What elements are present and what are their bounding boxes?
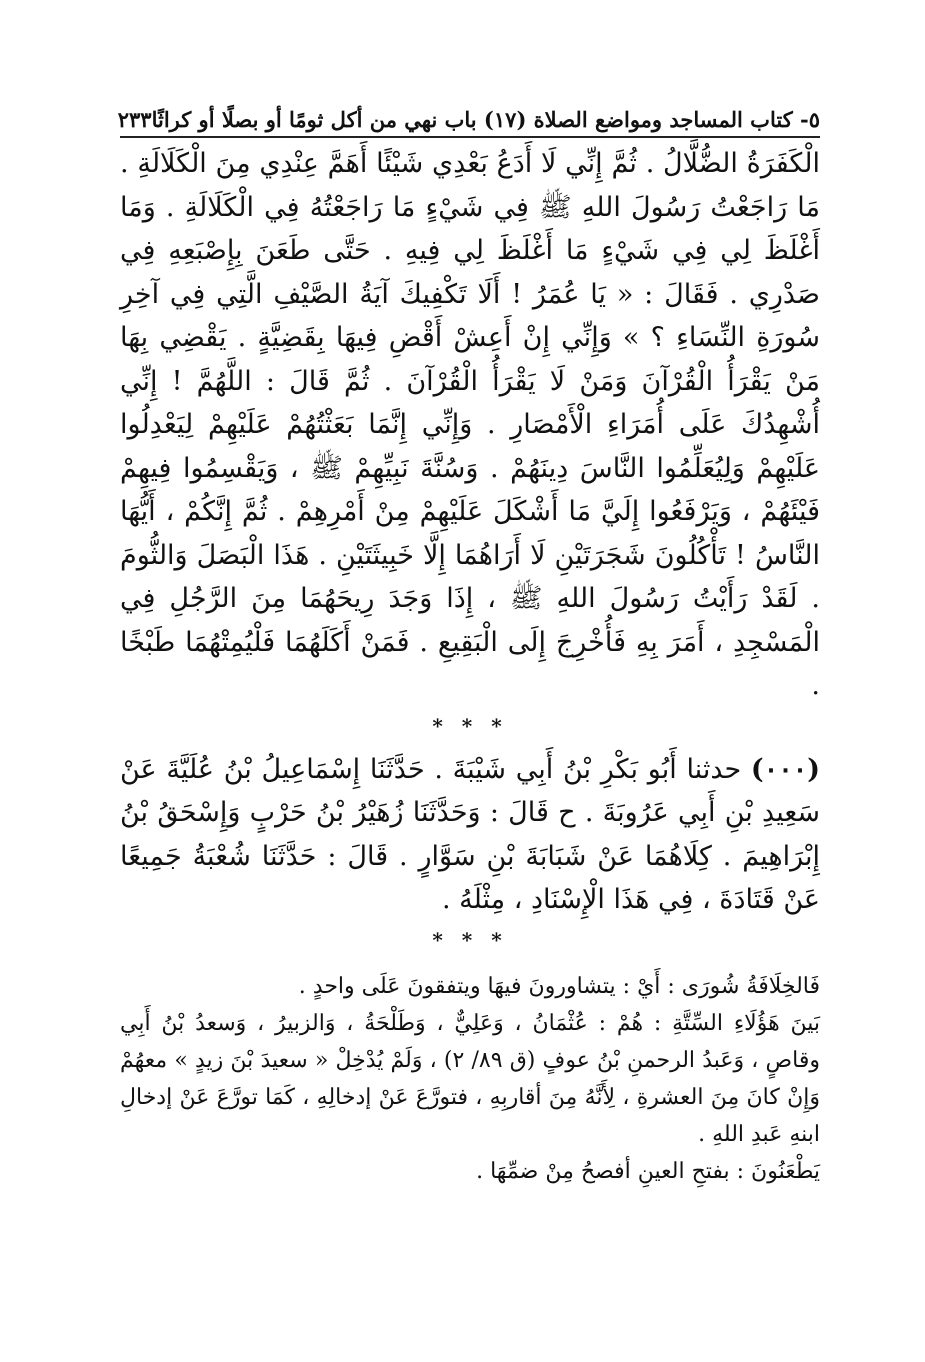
footnote: فَالخِلَافَةُ شُورَى : أَيْ : يتشاورونَ فيهَا ويتفقونَ عَلَى واحدٍ . <box>298 973 820 999</box>
main-paragraph: الْكَفَرَةُ الضُّلَّالُ . ثُمَّ إِنِّي لَا أَدَعُ بَعْدِي شَيْئًا أَهَمَّ عِنْدِي مِنَ الْكَلَالَةِ . مَا رَاجَعْتُ رَسُولَ اللهِ ﷺ فِي شَيْءٍ مَا رَاجَعْتُهُ فِي الْكَلَالَةِ . وَمَا أَغْلَظَ لِي فِي شَيْءٍ مَا أَغْلَظَ لِي فِيهِ . حَتَّى طَعَنَ بِإِصْبَعِهِ فِي صَدْرِي . فَقَالَ : « يَا عُمَرُ ! أَلَا تَكْفِيكَ آيَةُ الصَّيْفِ الَّتِي فِي آخِرِ سُورَةِ النِّسَاءِ ؟ » وَإِنِّي إِنْ أَعِشْ أَقْضِ فِيهَا بِقَضِيَّةٍ . يَقْضِي بِهَا مَنْ يَقْرَأُ الْقُرْآنَ وَمَنْ لَا يَقْرَأُ الْقُرْآنَ . ثُمَّ قَالَ : اللَّهُمَّ ! إِنِّي أُشْهِدُكَ عَلَى أُمَرَاءِ الْأَمْصَارِ . وَإِنِّي إِنَّمَا بَعَثْتُهُمْ عَلَيْهِمْ لِيَعْدِلُوا عَلَيْهِمْ وَلِيُعَلِّمُوا النَّاسَ دِينَهُمْ . وَسُنَّةَ نَبِيِّهِمْ ﷺ ، وَيَقْسِمُوا فِيهِمْ فَيْئَهُمْ ، وَيَرْفَعُوا إِلَيَّ مَا أَشْكَلَ عَلَيْهِمْ مِنْ أَمْرِهِمْ . ثُمَّ إِنَّكُمْ ، أَيُّهَا النَّاسُ ! تَأْكُلُونَ شَجَرَتَيْنِ لَا أَرَاهُمَا إِلَّا خَبِيثَتَيْنِ . هَذَا الْبَصَلَ وَالثُّومَ . لَقَدْ رَأَيْتُ رَسُولَ اللهِ ﷺ ، إِذَا وَجَدَ رِيحَهُمَا مِنَ الرَّجُلِ فِي الْمَسْجِدِ ، أَمَرَ بِهِ فَأُخْرِجَ إِلَى الْبَقِيعِ . فَمَنْ أَكَلَهُمَا فَلْيُمِتْهُمَا طَبْخًا . <box>120 148 820 701</box>
section-separator-2: * * * <box>432 927 508 952</box>
section-separator: * * * <box>432 713 508 738</box>
running-header <box>117 88 820 138</box>
footnote: يَطْعَنُونَ : بفتحِ العينِ أفصحُ مِنْ ضمِّهَا . <box>476 1158 820 1184</box>
footnotes <box>120 968 820 1190</box>
book-page <box>117 88 820 1238</box>
page-number: ٢٣٣ <box>117 107 152 132</box>
hadith-block <box>120 748 820 922</box>
hadith-paragraph <box>120 748 820 922</box>
hadith-text: حدثنا أَبُو بَكْرِ بْنُ أَبِي شَيْبَةَ . حَدَّثَنَا إِسْمَاعِيلُ بْنُ عُلَيَّةَ عَنْ سَعِيدِ بْنِ أَبِي عَرُوبَةَ . ح قَالَ : وَحَدَّثَنَا زُهَيْرُ بْنُ حَرْبٍ وَإِسْحَقُ بْنُ إِبْرَاهِيمَ . كِلَاهُمَا عَنْ شَبَابَةَ بْنِ سَوَّارٍ . قَالَ : حَدَّثَنَا شُعْبَةُ جَمِيعًا عَنْ قَتَادَةَ ، فِي هَذَا الْإِسْنَادِ ، مِثْلَهُ . <box>120 753 820 915</box>
footnote: بَينَ هَؤُلَاءِ السِّتَّةِ : هُمْ : عُثْمَانُ ، وَعَلِيٌّ ، وَطَلْحَةُ ، وَالزبيرُ ، وَسعدُ بْنُ أَبِي وقاصٍ ، وَعَبدُ الرحمنِ بْنُ عوفٍ (ق ٨٩/ ٢) ، وَلَمْ يُدْخِلْ « سعيدَ بْنَ زيدٍ » معهُمْ وَإِنْ كانَ مِنَ العشرةِ ، لِأَنَّهُ مِنَ أقاربِهِ ، فتورَّعَ عَنْ إدخالِهِ ، كَمَا تورَّعَ عَنْ إدخالِ ابنهِ عَبدِ اللهِ . <box>120 1010 820 1147</box>
hadith-number: (٠٠٠) <box>750 753 820 785</box>
header-chapter-title: ٥- كتاب المساجد ومواضع الصلاة (١٧) باب نهي من أكل ثومًا أو بصلًا أو كراثًا <box>151 107 820 132</box>
main-text <box>120 142 820 708</box>
